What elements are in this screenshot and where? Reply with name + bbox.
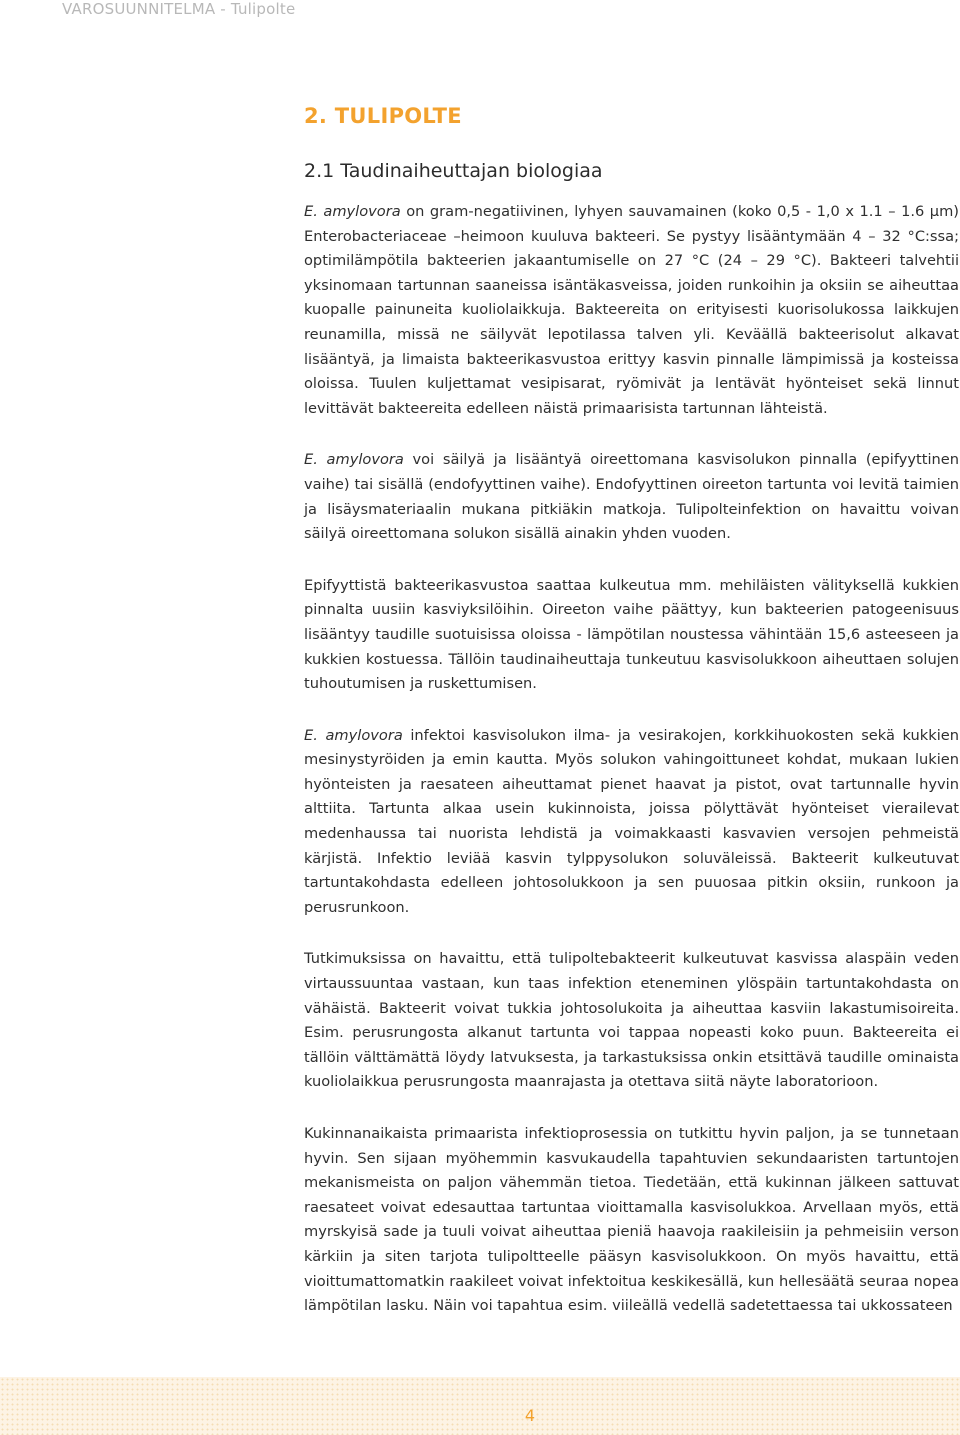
paragraph-3 (304, 574, 959, 697)
body-text (304, 200, 959, 1346)
paragraph-text: infektoi kasvisolukon ilma- ja vesirakojen, korkkihuokosten sekä kukkien mesinystyröiden ja emin kautta. Myös solukon vahingoittuneet kohdat, mukaan lukien hyönteisten ja raesateen aiheuttamat pienet haavat ja pistot, ovat tartunnalle hyvin alttiita. Tartunta alkaa usein kukinnoista, joissa pölyttävät hyönteiset vierailevat medenhaussa tai nuorista lehdistä ja voimakkaasti kasvavien versojen pehmeistä kärjistä. Infektio leviää kasvin tylppysolukon soluväleissä. Bakteerit kulkeutuvat tartuntakohdasta edelleen johtosolukkoon ja sen puuosaa pitkin oksiin, runkoon ja perusrunkoon. (304, 726, 959, 916)
paragraph-text: Kukinnanaikaista primaarista infektioprosessia on tutkittu hyvin paljon, ja se tunnetaan hyvin. Sen sijaan myöhemmin kasvukaudella tapahtuvien sekundaaristen tartuntojen mekanismeista on paljon vähemmän tietoa. Tiedetään, että kukinnan jälkeen sattuvat raesateet voivat edesauttaa tartuntaa vioittamalla kasvisolukkoa. Arvellaan myös, että myrskyisä sade ja tuuli voivat aiheuttaa pieniä haavoja raakileisiin ja pehmeisiin verson kärkiin ja siten tarjota tulipoltteelle pääsyn kasvisolukkoon. On myös havaittu, että vioittumattomatkin raakileet voivat infektoitua keskikesällä, kun hellesäätä seuraa nopea lämpötilan lasku. Näin voi tapahtua esim. viileällä vedellä sadetettaessa tai ukkossateen (304, 1125, 959, 1315)
chapter-title: 2. TULIPOLTE (304, 104, 462, 128)
paragraph-5 (304, 947, 959, 1095)
species-name: E. amylovora (304, 203, 401, 220)
paragraph-text: Epifyyttistä bakteerikasvustoa saattaa kulkeutua mm. mehiläisten välityksellä kukkien pinnalta uusiin kasviyksilöihin. Oireeton vaihe päättyy, kun bakteerien patogeenisuus lisääntyy taudille suotuisissa oloissa - lämpötilan noustessa vähintään 15,6 asteeseen ja kukkien kostuessa. Tällöin taudinaiheuttaja tunkeutuu kasvisolukkoon aiheuttaen solujen tuhoutumisen ja ruskettumisen. (304, 576, 959, 693)
paragraph-text: on gram-negatiivinen, lyhyen sauvamainen (koko 0,5 - 1,0 x 1.1 – 1.6 μm) Enterobacteriaceae –heimoon kuuluva bakteeri. Se pystyy lisääntymään 4 – 32 °C:ssa; optimilämpötila bakteerien jakaantumiselle on 27 °C (24 – 29 °C). Bakteeri talvehtii yksinomaan tartunnan saaneissa isäntäkasveissa, joiden runkoihin ja oksiin se aiheuttaa kuopalle painuneita kuoliolaikkuja. Bakteereita on erityisesti kuorisolukossa laikkujen reunamilla, missä ne säilyvät lepotilassa talven yli. Keväällä bakteerisolut alkavat lisääntyä, ja limaista bakteerikasvustoa erittyy kasvin pinnalle lämpimissä ja kosteissa oloissa. Tuulen kuljettamat vesipisarat, ryömivät ja lentävät hyönteiset sekä linnut levittävät bakteereita edelleen näistä primaarisista tartunnan lähteistä. (304, 203, 959, 417)
paragraph-text: Tutkimuksissa on havaittu, että tulipoltebakteerit kulkeutuvat kasvissa alaspäin veden virtaussuuntaa vastaan, kun taas infektion eteneminen ylöspäin tartuntakohdasta on vähäistä. Bakteerit voivat tukkia johtosolukoita ja aiheuttaa kasviin lakastumisoireita. Esim. perusrungosta alkanut tartunta voi tappaa nopeasti koko puun. Bakteereita ei tällöin välttämättä löydy latvuksesta, ja tarkastuksissa onkin etsittävä taudille ominaista kuoliolaikkua perusrungosta maanrajasta ja otettava siitä näyte laboratorioon. (304, 950, 959, 1091)
page-number: 4 (524, 1406, 536, 1425)
species-name: E. amylovora (304, 726, 403, 744)
paragraph-1 (304, 200, 959, 421)
paragraph-4 (304, 724, 959, 921)
paragraph-6 (304, 1122, 959, 1319)
paragraph-2 (304, 448, 959, 546)
section-title: 2.1 Taudinaiheuttajan biologiaa (304, 160, 603, 182)
paragraph-text: voi säilyä ja lisääntyä oireettomana kasvisolukon pinnalla (epifyyttinen vaihe) tai sisällä (endofyyttinen vaihe). Endofyyttinen oireeton tartunta voi levitä taimien ja lisäysmateriaalin mukana pitkiäkin matkoja. Tulipolteinfektion on havaittu voivan säilyä oireettomana solukon sisällä ainakin yhden vuoden. (304, 451, 959, 543)
species-name: E. amylovora (304, 451, 404, 469)
running-header: VAROSUUNNITELMA - Tulipolte (62, 0, 296, 18)
